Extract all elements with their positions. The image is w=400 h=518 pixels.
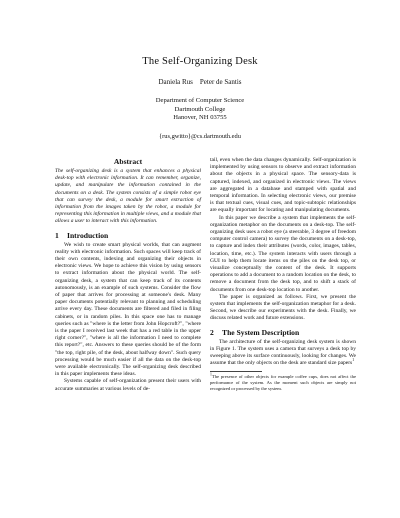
- section-heading-system-description: [210, 328, 356, 337]
- section-title: The System Description: [222, 327, 300, 337]
- affiliation-institution: Dartmouth College: [174, 105, 226, 113]
- right-column: [210, 157, 356, 392]
- footnote: [210, 374, 356, 391]
- section-title: Introduction: [67, 230, 109, 240]
- section-heading-introduction: [55, 231, 201, 240]
- left-column: [55, 157, 201, 393]
- intro-paragraph: We wish to create smart physical worlds, that can augment reality with electronic information. Such spaces will keep track of their own contents, indexing and organizing their objects in electronic views. We hope to achieve this vision by using sensors to extract information about the physical world. The self-organizing desk, a system that can keep track of its contents autonomously, is an example of such systems. Consider the flow of paper that arrives for processing at someone's desk. Many paper documents potentially relevant to planning and scheduling arrive every day. These documents are filtered and filed in filing cabinets, or in random piles. In this space one has to manage queries such as "where is the letter from John Hopcroft?", "where is the paper I received last week that has a red table in the upper right corner?", "where is all the information I need to complete this report?", etc. Answers to these queries should be of the form "the top, right pile, of the desk, about halfway down". Such query processing would be much easier if all the data on the desk-top were available electronically. The self-organizing desk described in this paper implements these ideas.: [55, 241, 201, 378]
- intro-paragraph: In this paper we describe a system that implements the self-organization metaphor on the documents on a desk-top. The self-organizing desk uses a robot eye (a steerable, 3 degree of freedom computer control camera) to survey the documents on a desk-top, to capture and index their attributes (words, color, images, tables, location, time, etc.). The system interacts with users through a GUI to help them locate items on the piles on the desk top, or visualize conceptually the content of the desk. It supports operations to add a document to a random location on the desk, to remove a document from the desk top, and to shift a stack of documents from one desk-top location to another.: [210, 214, 356, 293]
- footnote-number: 1: [210, 372, 212, 377]
- system-paragraph: [210, 339, 356, 368]
- affiliation-block: [0, 97, 400, 123]
- abstract-heading: Abstract: [113, 157, 143, 166]
- footnote-marker: 1: [352, 358, 355, 363]
- author-email: {rus,gwitto}@cs.dartmouth.edu: [159, 133, 241, 140]
- intro-paragraph: The paper is organized as follows. First, we present the system that implements the self-organization metaphor for a desk. Second, we describe our experiments with the desk. Finally, we discuss related work and future extensions.: [210, 293, 356, 322]
- system-paragraph-text: The architecture of the self-organizing desk system is shown in Figure 1. The system uses a camera that surveys a desk top by sweeping above its surface continuously, looking for changes. We assume that the only objects on the desk are standard size papers: [210, 338, 356, 367]
- paper-authors: Daniela Rus Peter de Santis: [158, 78, 242, 86]
- paper-title: The Self-Organizing Desk: [142, 56, 258, 67]
- section-number: 1: [55, 230, 59, 240]
- intro-paragraph-continued: Systems capable of self-organization present their users with accurate summaries at various levels of de-: [55, 378, 201, 392]
- footnote-text: The presence of other objects for example coffee cups, does not affect the performance of the system. As the moment such objects are simply not recognized or processed by the system.: [210, 374, 356, 392]
- section-number: 2: [210, 327, 214, 337]
- footnote-divider: [210, 371, 262, 372]
- intro-paragraph-continuation: tail, even when the data changes dynamically. Self-organization is implemented by using sensors to observe and extract information about the objects in a physical space. The sensory-data is captured, indexed, and organized in electronic views. The views are aggregated in a database and stamped with spatial and temporal information. In selecting electronic views, our premise is that textual cues, visual cues, and topic-subtopic relationships are equally important for locating and manipulating documents.: [210, 157, 356, 214]
- affiliation-address: Hanover, NH 03755: [173, 114, 227, 122]
- abstract-text: The self-organizing desk is a system that enhances a physical desk-top with electronic information. It can remember, organize, update, and manipulate the information contained in the documents on a desk. The system consists of a simple robot eye that can survey the desk, a module for smart extraction of information from the images taken by the robot, a module for representing this information in multiple views, and a module that allows a user to interact with this information.: [55, 168, 201, 225]
- affiliation-department: Department of Computer Science: [155, 97, 245, 104]
